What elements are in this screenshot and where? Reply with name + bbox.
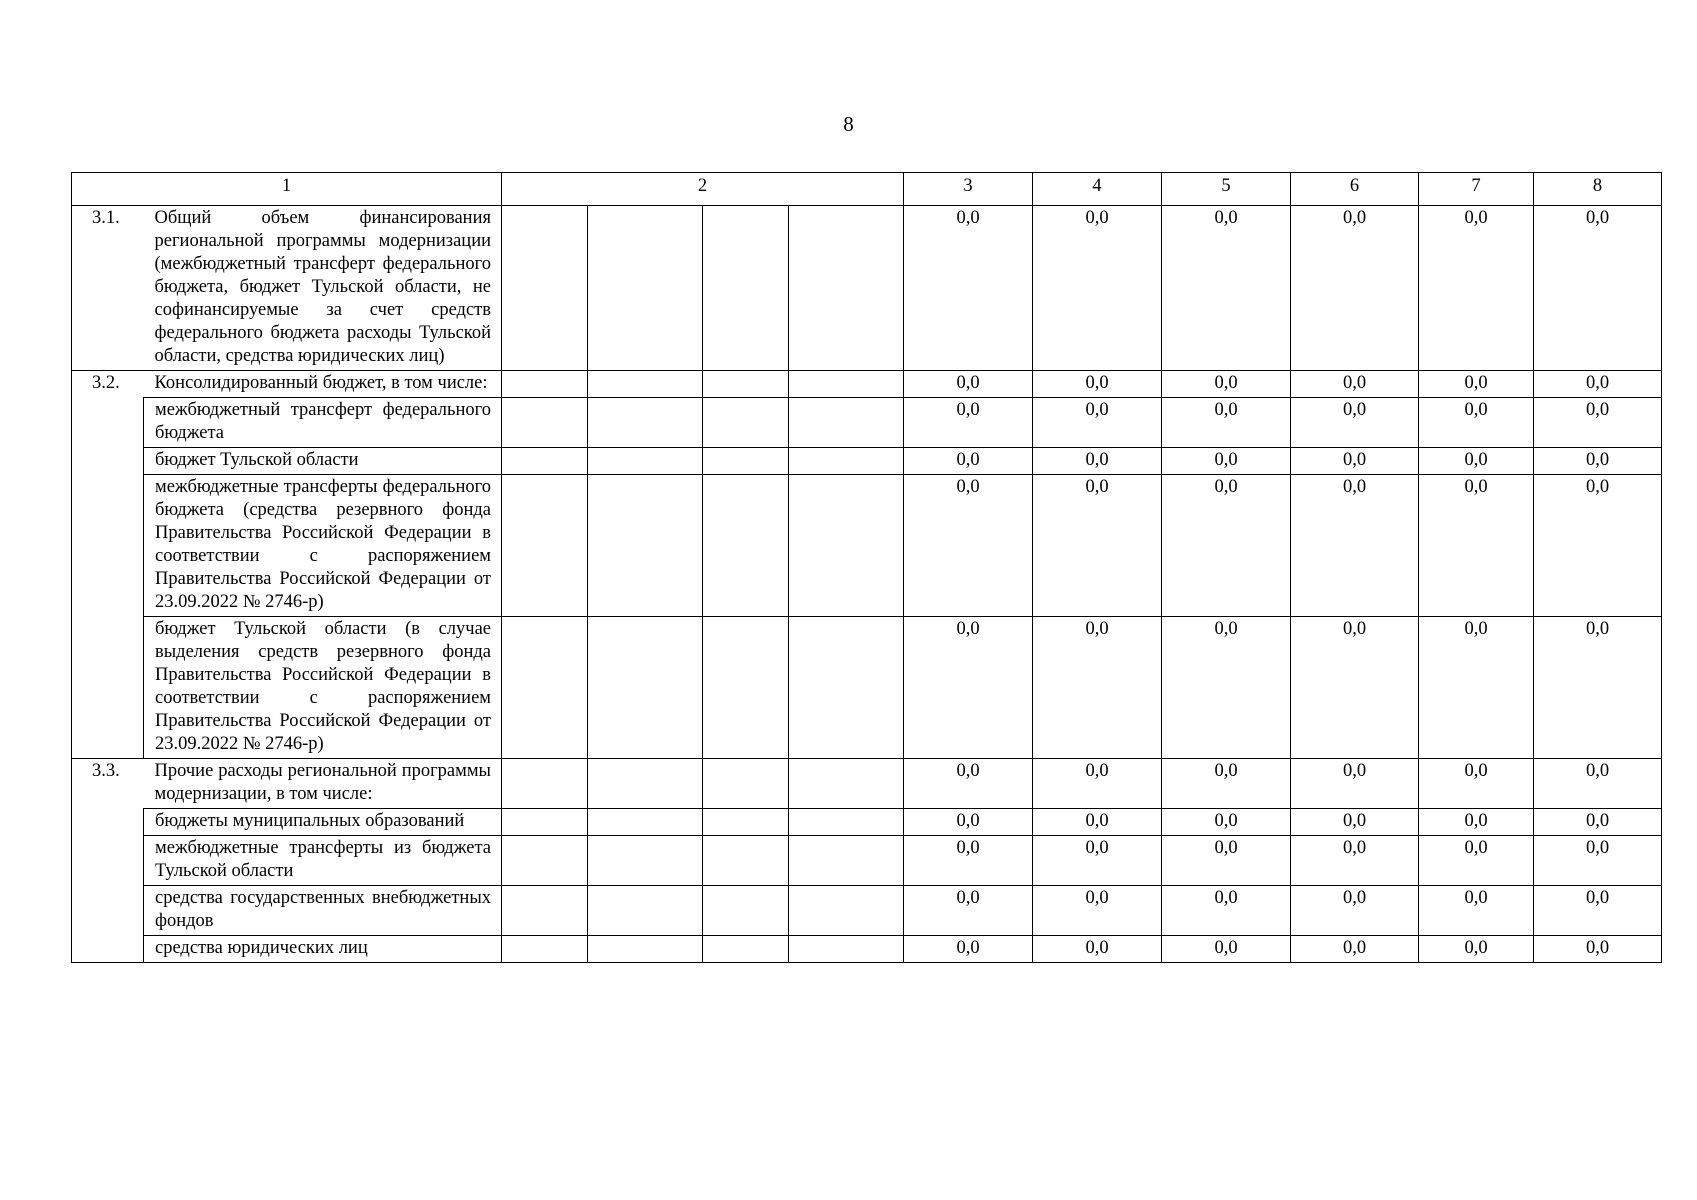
header-cell-2: 2 bbox=[502, 173, 904, 206]
empty-cell bbox=[703, 809, 789, 836]
value-cell-6: 0,0 bbox=[1291, 886, 1419, 936]
row-name: межбюджетные трансферты федерального бюджета (средства резервного фонда Правительства Российской Федерации в соответствии с распоряжением Правительства Российской Федерации от 23.09.2022 № 2746-р) bbox=[144, 475, 502, 617]
empty-cell bbox=[789, 886, 904, 936]
value-cell-8: 0,0 bbox=[1534, 475, 1662, 617]
header-row bbox=[72, 173, 1662, 206]
empty-cell bbox=[588, 398, 703, 448]
empty-cell bbox=[703, 836, 789, 886]
value-cell-5: 0,0 bbox=[1162, 886, 1291, 936]
value-cell-8: 0,0 bbox=[1534, 448, 1662, 475]
value-cell-4: 0,0 bbox=[1033, 886, 1162, 936]
value-cell-7: 0,0 bbox=[1419, 398, 1534, 448]
value-cell-5: 0,0 bbox=[1162, 759, 1291, 809]
financing-table bbox=[71, 172, 1662, 963]
value-cell-7: 0,0 bbox=[1419, 448, 1534, 475]
table-row bbox=[72, 809, 1662, 836]
row-name: средства государственных внебюджетных фондов bbox=[144, 886, 502, 936]
header-cell-5: 5 bbox=[1162, 173, 1291, 206]
value-cell-7: 0,0 bbox=[1419, 475, 1534, 617]
row-name: межбюджетные трансферты из бюджета Тульской области bbox=[144, 836, 502, 886]
row-name: бюджет Тульской области (в случае выделения средств резервного фонда Правительства Российской Федерации в соответствии с распоряжением Правительства Российской Федерации от 23.09.2022 № 2746-р) bbox=[144, 617, 502, 759]
value-cell-5: 0,0 bbox=[1162, 617, 1291, 759]
empty-cell bbox=[588, 448, 703, 475]
empty-cell bbox=[789, 398, 904, 448]
value-cell-3: 0,0 bbox=[904, 836, 1033, 886]
empty-cell bbox=[789, 448, 904, 475]
value-cell-8: 0,0 bbox=[1534, 206, 1662, 371]
empty-cell bbox=[703, 475, 789, 617]
empty-cell bbox=[502, 836, 588, 886]
value-cell-5: 0,0 bbox=[1162, 398, 1291, 448]
value-cell-6: 0,0 bbox=[1291, 398, 1419, 448]
header-cell-6: 6 bbox=[1291, 173, 1419, 206]
empty-cell bbox=[502, 617, 588, 759]
table-row bbox=[72, 448, 1662, 475]
empty-cell bbox=[502, 448, 588, 475]
empty-cell bbox=[588, 617, 703, 759]
value-cell-8: 0,0 bbox=[1534, 809, 1662, 836]
empty-cell bbox=[502, 398, 588, 448]
empty-cell bbox=[502, 936, 588, 963]
value-cell-4: 0,0 bbox=[1033, 759, 1162, 809]
empty-cell bbox=[588, 836, 703, 886]
row-number: 3.1. bbox=[72, 206, 144, 371]
empty-cell bbox=[502, 886, 588, 936]
value-cell-7: 0,0 bbox=[1419, 836, 1534, 886]
value-cell-4: 0,0 bbox=[1033, 836, 1162, 886]
value-cell-6: 0,0 bbox=[1291, 936, 1419, 963]
empty-cell bbox=[588, 809, 703, 836]
table-row bbox=[72, 759, 1662, 809]
row-name: межбюджетный трансферт федерального бюджета bbox=[144, 398, 502, 448]
value-cell-7: 0,0 bbox=[1419, 371, 1534, 398]
empty-cell bbox=[588, 936, 703, 963]
row-name: бюджет Тульской области bbox=[144, 448, 502, 475]
empty-cell bbox=[789, 617, 904, 759]
value-cell-7: 0,0 bbox=[1419, 759, 1534, 809]
value-cell-4: 0,0 bbox=[1033, 617, 1162, 759]
row-number bbox=[72, 617, 144, 759]
value-cell-6: 0,0 bbox=[1291, 475, 1419, 617]
row-name: бюджеты муниципальных образований bbox=[144, 809, 502, 836]
table-row bbox=[72, 936, 1662, 963]
row-number bbox=[72, 809, 144, 836]
value-cell-7: 0,0 bbox=[1419, 617, 1534, 759]
value-cell-5: 0,0 bbox=[1162, 836, 1291, 886]
table-row bbox=[72, 617, 1662, 759]
row-name: Общий объем финансирования региональной программы модернизации (межбюджетный трансферт федерального бюджета, бюджет Тульской области, не софинансируемые за счет средств федерального бюджета расходы Тульской области, средства юридических лиц) bbox=[144, 206, 502, 371]
header-cell-4: 4 bbox=[1033, 173, 1162, 206]
empty-cell bbox=[588, 206, 703, 371]
empty-cell bbox=[588, 371, 703, 398]
empty-cell bbox=[789, 836, 904, 886]
value-cell-8: 0,0 bbox=[1534, 371, 1662, 398]
row-name: средства юридических лиц bbox=[144, 936, 502, 963]
row-name: Консолидированный бюджет, в том числе: bbox=[144, 371, 502, 398]
value-cell-3: 0,0 bbox=[904, 448, 1033, 475]
value-cell-8: 0,0 bbox=[1534, 759, 1662, 809]
empty-cell bbox=[703, 886, 789, 936]
empty-cell bbox=[703, 448, 789, 475]
value-cell-5: 0,0 bbox=[1162, 448, 1291, 475]
table-row bbox=[72, 206, 1662, 371]
empty-cell bbox=[703, 398, 789, 448]
value-cell-3: 0,0 bbox=[904, 809, 1033, 836]
row-number bbox=[72, 475, 144, 617]
empty-cell bbox=[789, 759, 904, 809]
value-cell-5: 0,0 bbox=[1162, 206, 1291, 371]
value-cell-4: 0,0 bbox=[1033, 206, 1162, 371]
table-row bbox=[72, 886, 1662, 936]
value-cell-7: 0,0 bbox=[1419, 886, 1534, 936]
row-number bbox=[72, 836, 144, 886]
value-cell-4: 0,0 bbox=[1033, 809, 1162, 836]
empty-cell bbox=[703, 936, 789, 963]
value-cell-5: 0,0 bbox=[1162, 371, 1291, 398]
header-cell-3: 3 bbox=[904, 173, 1033, 206]
empty-cell bbox=[789, 206, 904, 371]
value-cell-8: 0,0 bbox=[1534, 617, 1662, 759]
value-cell-3: 0,0 bbox=[904, 206, 1033, 371]
value-cell-3: 0,0 bbox=[904, 936, 1033, 963]
value-cell-3: 0,0 bbox=[904, 759, 1033, 809]
row-number bbox=[72, 886, 144, 936]
value-cell-3: 0,0 bbox=[904, 475, 1033, 617]
value-cell-4: 0,0 bbox=[1033, 398, 1162, 448]
value-cell-6: 0,0 bbox=[1291, 206, 1419, 371]
value-cell-6: 0,0 bbox=[1291, 448, 1419, 475]
empty-cell bbox=[502, 809, 588, 836]
value-cell-4: 0,0 bbox=[1033, 371, 1162, 398]
value-cell-4: 0,0 bbox=[1033, 936, 1162, 963]
value-cell-7: 0,0 bbox=[1419, 809, 1534, 836]
value-cell-6: 0,0 bbox=[1291, 836, 1419, 886]
value-cell-6: 0,0 bbox=[1291, 371, 1419, 398]
empty-cell bbox=[789, 475, 904, 617]
empty-cell bbox=[502, 206, 588, 371]
empty-cell bbox=[703, 617, 789, 759]
empty-cell bbox=[789, 371, 904, 398]
table-row bbox=[72, 371, 1662, 398]
value-cell-8: 0,0 bbox=[1534, 398, 1662, 448]
empty-cell bbox=[502, 475, 588, 617]
table-row bbox=[72, 475, 1662, 617]
value-cell-3: 0,0 bbox=[904, 398, 1033, 448]
value-cell-5: 0,0 bbox=[1162, 809, 1291, 836]
value-cell-3: 0,0 bbox=[904, 371, 1033, 398]
value-cell-6: 0,0 bbox=[1291, 809, 1419, 836]
empty-cell bbox=[588, 759, 703, 809]
header-cell-8: 8 bbox=[1534, 173, 1662, 206]
value-cell-6: 0,0 bbox=[1291, 617, 1419, 759]
empty-cell bbox=[789, 936, 904, 963]
table-row bbox=[72, 398, 1662, 448]
row-number bbox=[72, 936, 144, 963]
empty-cell bbox=[588, 886, 703, 936]
value-cell-3: 0,0 bbox=[904, 617, 1033, 759]
row-number: 3.2. bbox=[72, 371, 144, 398]
value-cell-8: 0,0 bbox=[1534, 936, 1662, 963]
empty-cell bbox=[502, 371, 588, 398]
value-cell-4: 0,0 bbox=[1033, 448, 1162, 475]
value-cell-8: 0,0 bbox=[1534, 836, 1662, 886]
empty-cell bbox=[703, 371, 789, 398]
value-cell-5: 0,0 bbox=[1162, 475, 1291, 617]
row-number bbox=[72, 398, 144, 448]
empty-cell bbox=[588, 475, 703, 617]
page-number: 8 bbox=[843, 112, 854, 136]
row-number: 3.3. bbox=[72, 759, 144, 809]
table-row bbox=[72, 836, 1662, 886]
value-cell-7: 0,0 bbox=[1419, 936, 1534, 963]
value-cell-8: 0,0 bbox=[1534, 886, 1662, 936]
empty-cell bbox=[703, 759, 789, 809]
value-cell-7: 0,0 bbox=[1419, 206, 1534, 371]
value-cell-3: 0,0 bbox=[904, 886, 1033, 936]
row-name: Прочие расходы региональной программы модернизации, в том числе: bbox=[144, 759, 502, 809]
empty-cell bbox=[703, 206, 789, 371]
empty-cell bbox=[789, 809, 904, 836]
value-cell-6: 0,0 bbox=[1291, 759, 1419, 809]
row-number bbox=[72, 448, 144, 475]
value-cell-4: 0,0 bbox=[1033, 475, 1162, 617]
value-cell-5: 0,0 bbox=[1162, 936, 1291, 963]
header-cell-1: 1 bbox=[72, 173, 502, 206]
empty-cell bbox=[502, 759, 588, 809]
header-cell-7: 7 bbox=[1419, 173, 1534, 206]
